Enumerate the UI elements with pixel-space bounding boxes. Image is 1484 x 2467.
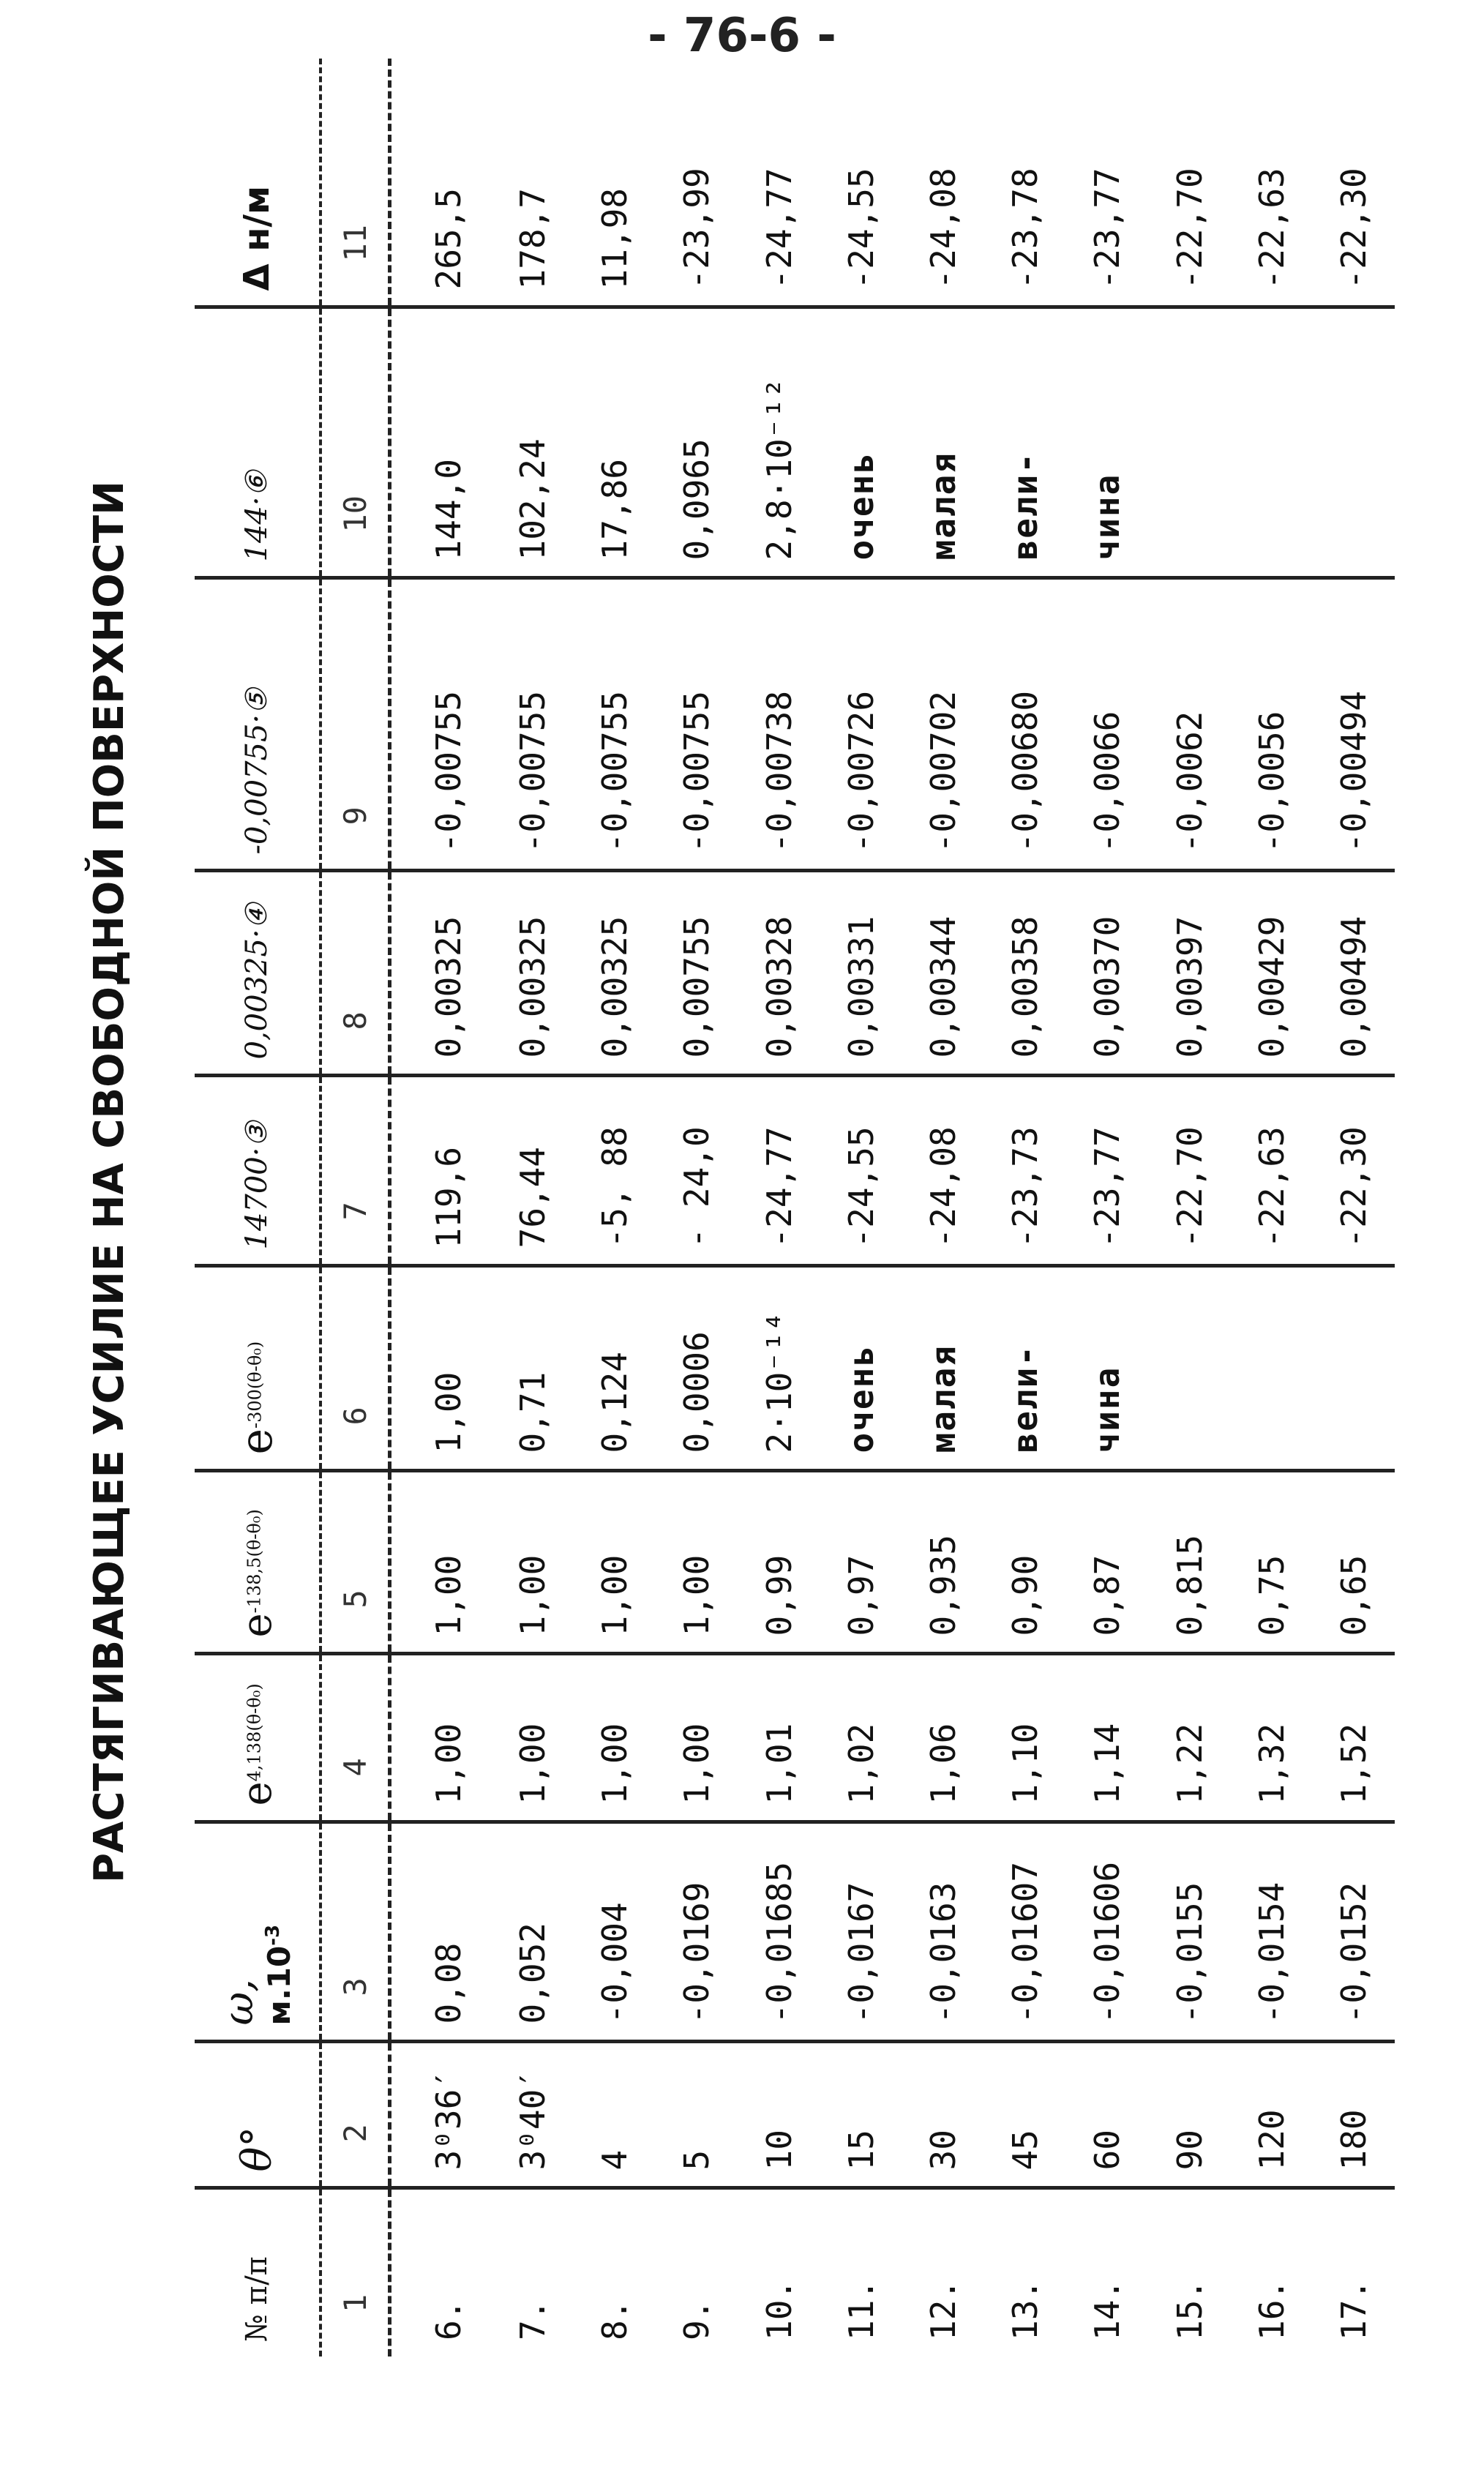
col7-cell: 119,6 (390, 1076, 492, 1266)
col9-cell: -0,0062 (1148, 578, 1230, 871)
row-number: 6. (390, 2188, 492, 2356)
exp1385-cell: 0,65 (1313, 1471, 1395, 1654)
delta-cell: -22,30 (1333, 168, 1374, 290)
col7-cell: -22,63 (1231, 1076, 1313, 1266)
theta-cell: 120 (1231, 2042, 1313, 2188)
header-000755: -0,00755·⑤ (195, 578, 321, 871)
header-number: № п/п (195, 2188, 321, 2356)
theta-cell: 60 (1066, 2042, 1148, 2188)
row-number: 12. (902, 2188, 984, 2356)
exp4138-cell: 1,01 (738, 1654, 820, 1822)
exp300-cell: 1,00 (390, 1266, 492, 1471)
table-row (902, 59, 984, 2356)
exp4138-cell: 1,32 (1231, 1654, 1313, 1822)
delta-cell: 178,7 (513, 188, 553, 290)
column-number: 9 (321, 578, 390, 871)
omega-cell: -0,01607 (984, 1822, 1066, 2042)
exp4138-cell: 1,00 (390, 1654, 492, 1822)
col9-cell: -0,00755 (656, 578, 738, 871)
exp1385-cell: 0,97 (820, 1471, 902, 1654)
delta-cell: 11,98 (595, 188, 635, 290)
table-body (390, 59, 1395, 2356)
col7-cell: -24,55 (820, 1076, 902, 1266)
header-exp-1385: $e^{-138,5(\theta-\theta_0)}$ (195, 1471, 321, 1654)
column-number: 7 (321, 1076, 390, 1266)
theta-cell: 4 (574, 2042, 656, 2188)
delta-cell: -23,78 (1005, 168, 1046, 290)
theta-cell: 45 (984, 2042, 1066, 2188)
exp1385-cell: 0,87 (1066, 1471, 1148, 1654)
theta-cell: 15 (820, 2042, 902, 2188)
omega-cell: -0,01606 (1066, 1822, 1148, 2042)
exp4138-cell: 1,00 (574, 1654, 656, 1822)
column-number: 1 (321, 2188, 390, 2356)
header-14700: 14700·③ (195, 1076, 321, 1266)
delta-cell: -24,08 (923, 168, 963, 290)
col9-cell: -0,0066 (1066, 578, 1148, 871)
delta-cell: -23,99 (677, 168, 717, 290)
table-row (738, 59, 820, 2356)
col9-cell: -0,0056 (1231, 578, 1313, 871)
row-number: 13. (984, 2188, 1066, 2356)
col10-cell (1148, 307, 1230, 578)
exp4138-cell: 1,14 (1066, 1654, 1148, 1822)
col8-cell: 0,00325 (390, 871, 492, 1076)
column-number: 11 (321, 59, 390, 307)
header-144: 144·⑥ (195, 307, 321, 578)
col8-cell: 0,00344 (902, 871, 984, 1076)
col10-cell (1313, 307, 1395, 578)
exp300-cell: чина (1066, 1266, 1148, 1471)
header-exp-4138: $e^{4,138(\theta-\theta_0)}$ (195, 1654, 321, 1822)
col9-cell: -0,00755 (492, 578, 574, 871)
table-row (1148, 59, 1230, 2356)
omega-cell: -0,0167 (820, 1822, 902, 2042)
theta-cell: 3⁰36′ (390, 2042, 492, 2188)
col9-cell: -0,00494 (1313, 578, 1395, 871)
table-row (984, 59, 1066, 2356)
results-table (195, 59, 1395, 2356)
delta-cell: -24,55 (841, 168, 881, 290)
col8-cell: 0,00328 (738, 871, 820, 1076)
col9-cell: -0,00726 (820, 578, 902, 871)
exp300-cell: очень (820, 1266, 902, 1471)
row-number: 15. (1148, 2188, 1230, 2356)
header-exp-300: $e^{-300(\theta-\theta_0)}$ (195, 1266, 321, 1471)
col10-cell (1231, 307, 1313, 578)
table-row (1231, 59, 1313, 2356)
col7-cell: -23,73 (984, 1076, 1066, 1266)
table-row (1066, 59, 1148, 2356)
delta-cell: -22,70 (1169, 168, 1210, 290)
header-row (195, 59, 321, 2356)
col7-cell: -23,77 (1066, 1076, 1148, 1266)
exp1385-cell: 0,90 (984, 1471, 1066, 1654)
omega-cell: -0,0163 (902, 1822, 984, 2042)
exp1385-cell: 0,75 (1231, 1471, 1313, 1654)
row-number: 9. (656, 2188, 738, 2356)
exp1385-cell: 1,00 (656, 1471, 738, 1654)
col8-cell: 0,00325 (574, 871, 656, 1076)
table-row (574, 59, 656, 2356)
theta-cell: 30 (902, 2042, 984, 2188)
delta-cell: 265,5 (428, 188, 468, 290)
exp1385-cell: 1,00 (574, 1471, 656, 1654)
omega-cell: -0,0154 (1231, 1822, 1313, 2042)
row-number: 11. (820, 2188, 902, 2356)
exp1385-cell: 0,815 (1148, 1471, 1230, 1654)
col7-cell: -22,30 (1313, 1076, 1395, 1266)
results-table-rotated (195, 59, 1395, 2356)
theta-cell: 90 (1148, 2042, 1230, 2188)
col10-cell: 2,8·10⁻¹² (738, 307, 820, 578)
column-number: 4 (321, 1654, 390, 1822)
exp4138-cell: 1,10 (984, 1654, 1066, 1822)
col7-cell: - 24,0 (656, 1076, 738, 1266)
omega-cell: -0,01685 (738, 1822, 820, 2042)
exp300-cell (1313, 1266, 1395, 1471)
exp300-cell (1231, 1266, 1313, 1471)
col9-cell: -0,00702 (902, 578, 984, 871)
col10-cell: 102,24 (492, 307, 574, 578)
page-title: РАСТЯГИВАЮЩЕЕ УСИЛИЕ НА СВОБОДНОЙ ПОВЕРХНОСТИ (86, 481, 133, 1883)
exp4138-cell: 1,00 (492, 1654, 574, 1822)
exp300-cell: малая (902, 1266, 984, 1471)
header-omega: ω, $м.10^{-3}$ (195, 1822, 321, 2042)
header-000325: 0,00325·④ (195, 871, 321, 1076)
exp300-cell: вели- (984, 1266, 1066, 1471)
col9-cell: -0,00755 (574, 578, 656, 871)
column-number: 8 (321, 871, 390, 1076)
row-number: 10. (738, 2188, 820, 2356)
column-number: 2 (321, 2042, 390, 2188)
exp1385-cell: 1,00 (492, 1471, 574, 1654)
col8-cell: 0,00397 (1148, 871, 1230, 1076)
row-number: 14. (1066, 2188, 1148, 2356)
row-number: 7. (492, 2188, 574, 2356)
exp300-cell: 0,71 (492, 1266, 574, 1471)
col9-cell: -0,00755 (390, 578, 492, 871)
page-number: - 76-6 - (648, 9, 836, 63)
row-number: 17. (1313, 2188, 1395, 2356)
row-number: 8. (574, 2188, 656, 2356)
table-row (656, 59, 738, 2356)
exp300-cell (1148, 1266, 1230, 1471)
col8-cell: 0,00429 (1231, 871, 1313, 1076)
exp4138-cell: 1,22 (1148, 1654, 1230, 1822)
table-row (390, 59, 492, 2356)
column-number: 3 (321, 1822, 390, 2042)
exp4138-cell: 1,00 (656, 1654, 738, 1822)
col9-cell: -0,00738 (738, 578, 820, 871)
exp4138-cell: 1,02 (820, 1654, 902, 1822)
col10-cell: 144,0 (390, 307, 492, 578)
delta-cell: -24,77 (759, 168, 799, 290)
col10-cell: чина (1066, 307, 1148, 578)
col7-cell: 76,44 (492, 1076, 574, 1266)
exp300-cell: 0,124 (574, 1266, 656, 1471)
column-number-row (321, 59, 390, 2356)
exp1385-cell: 0,935 (902, 1471, 984, 1654)
table-row (820, 59, 902, 2356)
col7-cell: -22,70 (1148, 1076, 1230, 1266)
header-theta: θ° (195, 2042, 321, 2188)
col7-cell: -5, 88 (574, 1076, 656, 1266)
omega-cell: 0,08 (390, 1822, 492, 2042)
exp4138-cell: 1,52 (1313, 1654, 1395, 1822)
col9-cell: -0,00680 (984, 578, 1066, 871)
col8-cell: 0,00494 (1313, 871, 1395, 1076)
omega-cell: -0,0152 (1313, 1822, 1395, 2042)
col8-cell: 0,00358 (984, 871, 1066, 1076)
column-number: 6 (321, 1266, 390, 1471)
omega-cell: -0,004 (574, 1822, 656, 2042)
table-row (492, 59, 574, 2356)
theta-cell: 3⁰40′ (492, 2042, 574, 2188)
column-number: 5 (321, 1471, 390, 1654)
col7-cell: -24,08 (902, 1076, 984, 1266)
exp300-cell: 2·10⁻¹⁴ (738, 1266, 820, 1471)
exp1385-cell: 0,99 (738, 1471, 820, 1654)
delta-cell: -22,63 (1251, 168, 1292, 290)
table-row (1313, 59, 1395, 2356)
col10-cell: вели- (984, 307, 1066, 578)
theta-cell: 180 (1313, 2042, 1395, 2188)
col8-cell: 0,00331 (820, 871, 902, 1076)
theta-cell: 10 (738, 2042, 820, 2188)
col10-cell: малая (902, 307, 984, 578)
col7-cell: -24,77 (738, 1076, 820, 1266)
theta-cell: 5 (656, 2042, 738, 2188)
omega-cell: 0,052 (492, 1822, 574, 2042)
col8-cell: 0,00370 (1066, 871, 1148, 1076)
col10-cell: 0,0965 (656, 307, 738, 578)
omega-cell: -0,0169 (656, 1822, 738, 2042)
delta-cell: -23,77 (1087, 168, 1128, 290)
omega-cell: -0,0155 (1148, 1822, 1230, 2042)
exp300-cell: 0,0006 (656, 1266, 738, 1471)
col8-cell: 0,00325 (492, 871, 574, 1076)
col10-cell: очень (820, 307, 902, 578)
col8-cell: 0,00755 (656, 871, 738, 1076)
column-number: 10 (321, 307, 390, 578)
exp1385-cell: 1,00 (390, 1471, 492, 1654)
exp4138-cell: 1,06 (902, 1654, 984, 1822)
row-number: 16. (1231, 2188, 1313, 2356)
col10-cell: 17,86 (574, 307, 656, 578)
header-delta: Δ н/м (236, 185, 277, 291)
